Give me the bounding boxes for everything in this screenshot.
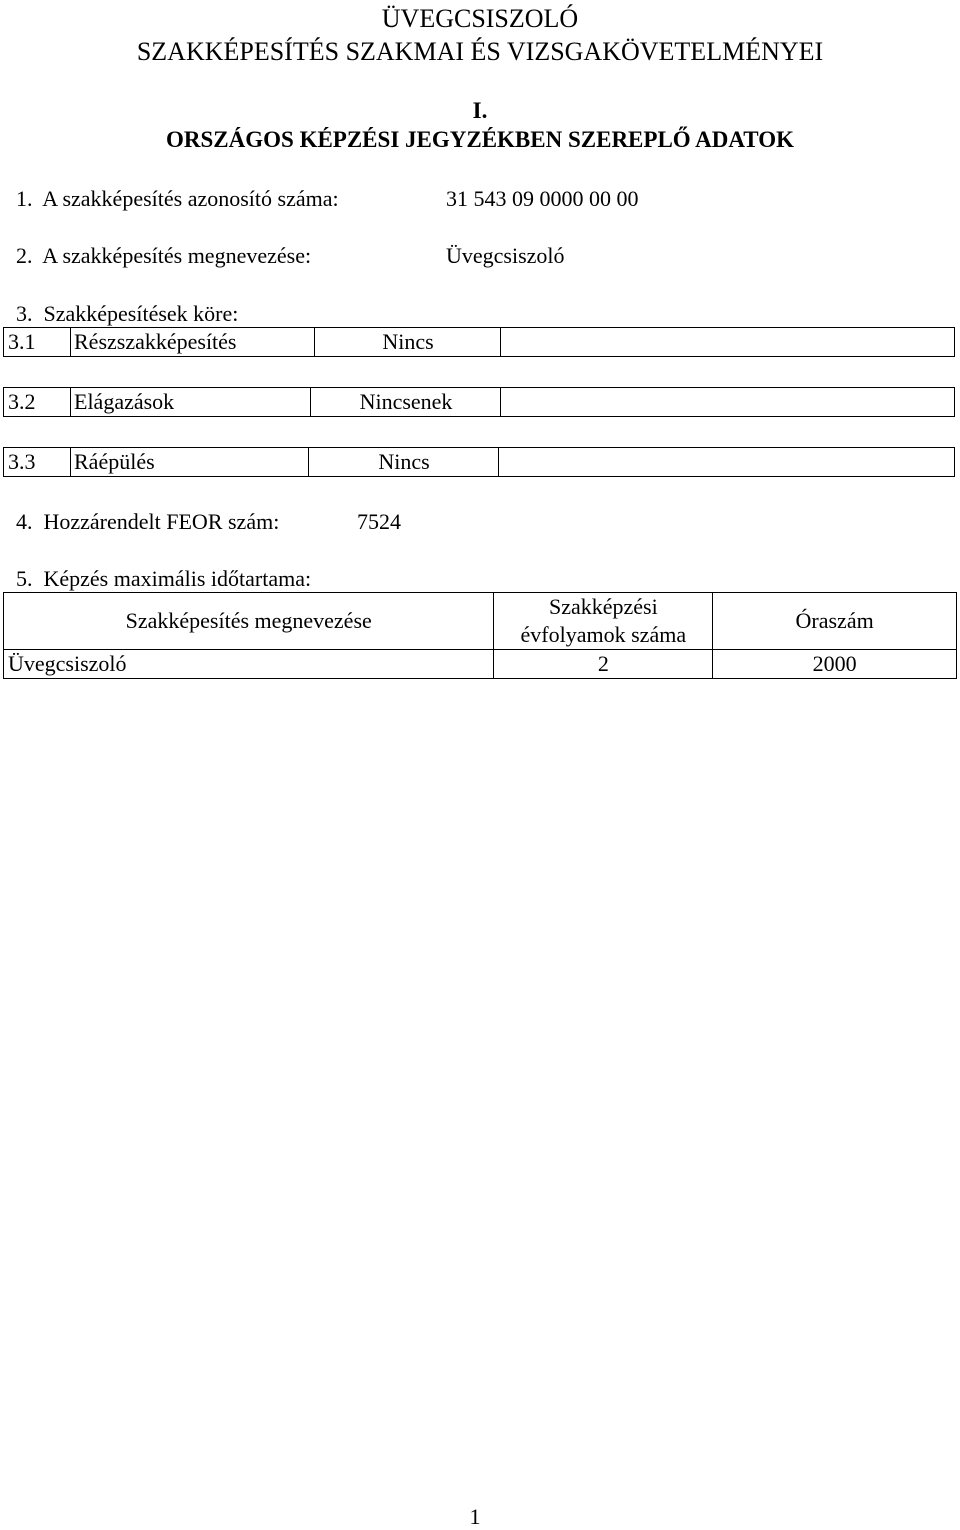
table-row	[4, 650, 957, 679]
item-4-label: 4. Hozzárendelt FEOR szám:	[16, 509, 280, 534]
header-years-line1: Szakképzési	[548, 594, 658, 619]
duration-table-header-row	[4, 593, 957, 650]
scope-row-value: Nincs	[382, 329, 434, 354]
scope-row-3-3	[3, 447, 955, 477]
header-years-line2: évfolyamok száma	[520, 622, 687, 647]
section-number: I.	[472, 98, 488, 123]
item-1-value: 31 543 09 0000 00 00	[446, 186, 639, 211]
scope-row-label: Elágazások	[74, 389, 175, 414]
item-2-label: 2. A szakképesítés megnevezése:	[16, 243, 312, 268]
item-2-value: Üvegcsiszoló	[446, 243, 565, 268]
item-1-label: 1. A szakképesítés azonosító száma:	[16, 186, 339, 211]
duration-table	[3, 592, 957, 679]
scope-row-3-1	[3, 327, 955, 357]
item-3-label: 3. Szakképesítések köre:	[16, 301, 239, 326]
cell-qualification-name: Üvegcsiszoló	[4, 650, 494, 679]
scope-row-number: 3.1	[8, 329, 36, 354]
page-number: 1	[469, 1504, 481, 1529]
scope-row-3-2	[3, 387, 955, 417]
scope-row-label: Részszakképesítés	[74, 329, 237, 354]
section-title: ORSZÁGOS KÉPZÉSI JEGYZÉKBEN SZEREPLŐ ADATOK	[166, 127, 794, 152]
document-title-line1: ÜVEGCSISZOLÓ	[381, 4, 579, 33]
scope-row-number: 3.2	[8, 389, 36, 414]
cell-years: 2	[494, 650, 713, 679]
header-hours: Óraszám	[713, 593, 957, 650]
scope-row-number: 3.3	[8, 449, 36, 474]
document-title-line2: SZAKKÉPESÍTÉS SZAKMAI ÉS VIZSGAKÖVETELMÉNYEI	[136, 37, 824, 66]
scope-row-value: Nincs	[378, 449, 430, 474]
cell-hours: 2000	[713, 650, 957, 679]
header-qualification-name: Szakképesítés megnevezése	[4, 593, 494, 650]
header-years	[494, 593, 713, 650]
scope-row-label: Ráépülés	[74, 449, 155, 474]
item-5-label: 5. Képzés maximális időtartama:	[16, 566, 312, 591]
item-4-value: 7524	[357, 509, 401, 534]
scope-row-value: Nincsenek	[359, 389, 453, 414]
